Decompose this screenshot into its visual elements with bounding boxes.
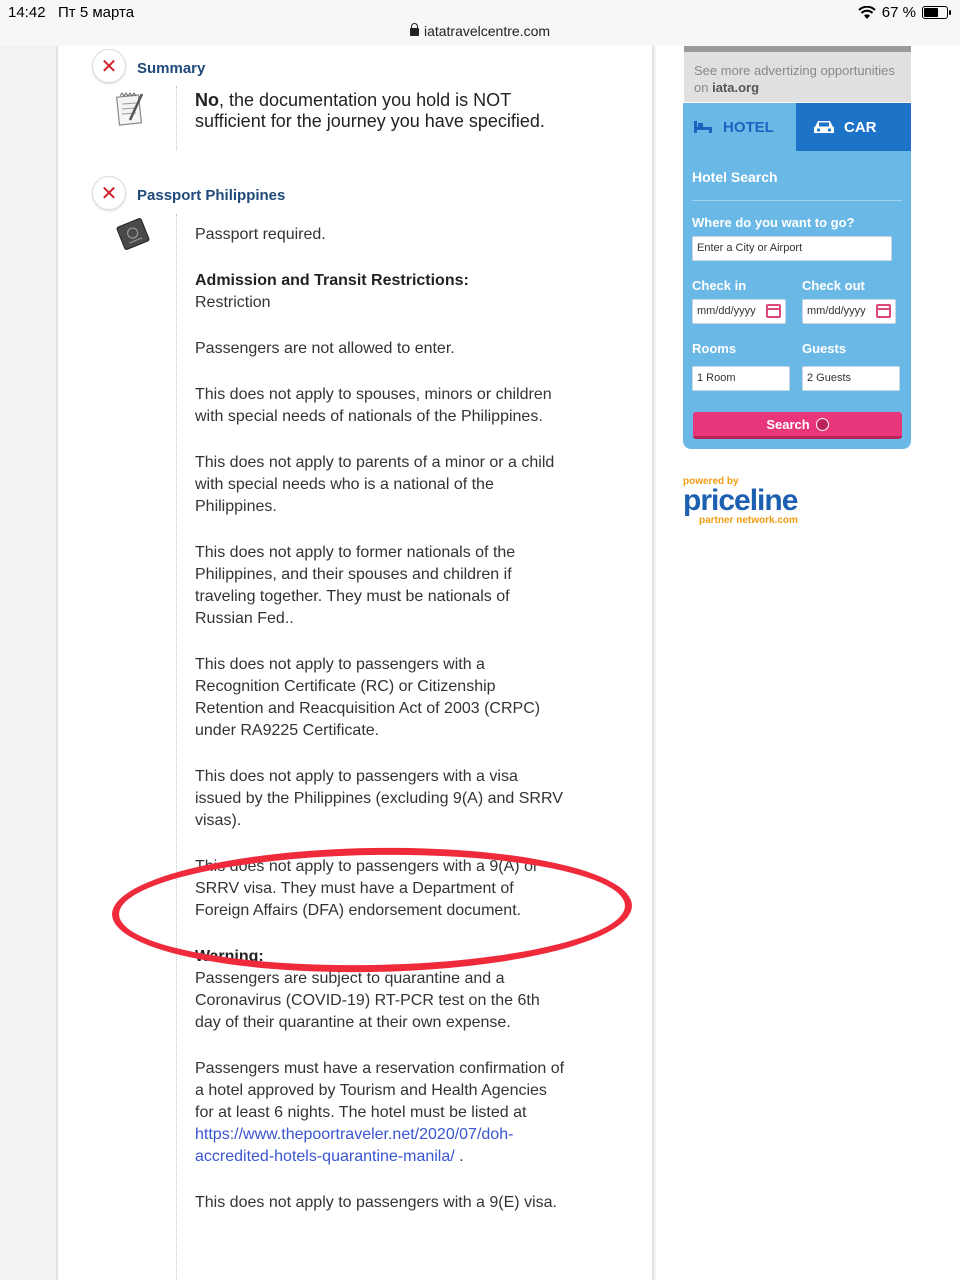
hotel-search-widget [683, 103, 911, 449]
checkin-input[interactable] [692, 299, 786, 324]
bed-icon [693, 119, 713, 135]
wifi-icon [858, 6, 876, 20]
summary-verdict [195, 90, 575, 132]
guests-select[interactable] [802, 366, 900, 391]
tab-hotel-label: HOTEL [723, 118, 774, 136]
checkout-placeholder: mm/dd/yyyy [807, 305, 866, 317]
verdict-rest: , the documentation you hold is NOT sufficient for the journey you have specified. [195, 90, 545, 131]
lock-icon [410, 28, 419, 36]
rooms-label: Rooms [692, 341, 737, 356]
checkout-label: Check out [802, 278, 865, 293]
rooms-select[interactable] [692, 366, 790, 391]
ad-text-main: See more advertizing opportunities on [694, 63, 895, 95]
notepad-icon [114, 90, 148, 128]
cross-icon: ✕ [92, 176, 126, 210]
battery-icon [922, 6, 948, 19]
status-time: 14:42 [8, 4, 46, 21]
restriction-paragraph: Passengers are not allowed to enter. [195, 340, 455, 357]
restriction-paragraph: This does not apply to spouses, minors or children with special needs of nationals of the Philippines. [195, 386, 552, 425]
sidebar [656, 46, 960, 1280]
checkin-placeholder: mm/dd/yyyy [697, 305, 756, 317]
passport-required: Passport required. [195, 226, 326, 243]
restriction-paragraph: This does not apply to parents of a minor or a child with special needs who is a national of the Philippines. [195, 454, 555, 515]
destination-input[interactable] [692, 236, 892, 261]
restriction-paragraph: This does not apply to passengers with a Recognition Certificate (RC) or Citizenship Retention and Reacquisition Act of 2003 (CRPC) under RA9225 Certificate. [195, 656, 541, 739]
restriction-paragraph: This does not apply to passengers with a visa issued by the Philippines (excluding 9(A) and SRRV visas). [195, 768, 563, 829]
passport-title: Passport Philippines [137, 187, 286, 204]
hotel-list-link[interactable]: https://www.thepoortraveler.net/2020/07/doh-accredited-hotels-quarantine-manila/ [195, 1126, 514, 1165]
priceline-brand: priceline [683, 484, 798, 517]
main-content [56, 46, 654, 1280]
hotel-requirement [195, 1058, 565, 1168]
passport-icon [112, 216, 154, 252]
ad-text [694, 62, 911, 96]
warning-heading-wrap [195, 946, 565, 968]
priceline-logo[interactable] [683, 476, 798, 526]
last-paragraph: This does not apply to passengers with a 9(E) visa. [195, 1194, 557, 1211]
guests-label: Guests [802, 341, 847, 356]
tab-hotel[interactable] [683, 103, 796, 151]
battery-percent: 67 % [881, 4, 916, 21]
checkout-input[interactable] [802, 299, 896, 324]
car-icon [812, 118, 836, 136]
tab-car[interactable] [796, 103, 911, 151]
summary-divider [176, 86, 177, 150]
search-button[interactable] [693, 412, 902, 439]
checkin-label: Check in [692, 278, 747, 293]
search-button-label: Search [766, 416, 810, 432]
admission-heading: Admission and Transit Restrictions: [195, 272, 469, 289]
where-label: Where do you want to go? [692, 215, 855, 230]
partner-network: partner network.com [699, 515, 798, 526]
restriction-paragraph: This does not apply to former nationals of the Philippines, and their spouses and children if traveling together. They must be nationals of Russian Fed.. [195, 544, 516, 627]
web-page [0, 46, 960, 1280]
address-url: iatatravelcentre.com [423, 23, 551, 39]
passport-details [195, 224, 565, 1238]
restriction-label: Restriction [195, 294, 271, 311]
ad-banner[interactable] [684, 46, 911, 102]
widget-divider [692, 200, 902, 201]
warning-text: Passengers are subject to quarantine and a Coronavirus (COVID-19) RT-PCR test on the 6th day of their quarantine at their own expense. [195, 970, 540, 1031]
status-right [858, 4, 948, 21]
admission-heading-wrap [195, 270, 565, 292]
status-bar [0, 0, 960, 46]
hotel-link-suffix: . [454, 1148, 464, 1165]
status-date: Пт 5 марта [58, 4, 135, 21]
address-bar[interactable] [0, 23, 960, 39]
calendar-icon[interactable] [766, 304, 781, 318]
summary-title: Summary [137, 60, 206, 77]
restriction-paragraph-highlighted: This does not apply to passengers with a 9(A) or SRRV visa. They must have a Department of Foreign Affairs (DFA) endorsement document. [195, 858, 539, 919]
powered-by: powered by [683, 476, 739, 487]
warning-heading: Warning: [195, 948, 264, 965]
tab-car-label: CAR [844, 118, 877, 136]
rooms-value: 1 Room [697, 372, 736, 384]
guests-value: 2 Guests [807, 372, 852, 384]
hotel-search-title: Hotel Search [692, 169, 778, 185]
ad-site: iata.org [712, 80, 760, 95]
passport-divider [176, 214, 177, 1280]
cross-icon: ✕ [92, 49, 126, 83]
verdict-bold: No [195, 90, 219, 110]
calendar-icon[interactable] [876, 304, 891, 318]
destination-placeholder: Enter a City or Airport [697, 242, 803, 254]
hotel-text: Passengers must have a reservation confirmation of a hotel approved by Tourism and Health Agencies for at least 6 nights. The hotel must be listed at [195, 1060, 565, 1121]
search-icon [816, 418, 829, 431]
